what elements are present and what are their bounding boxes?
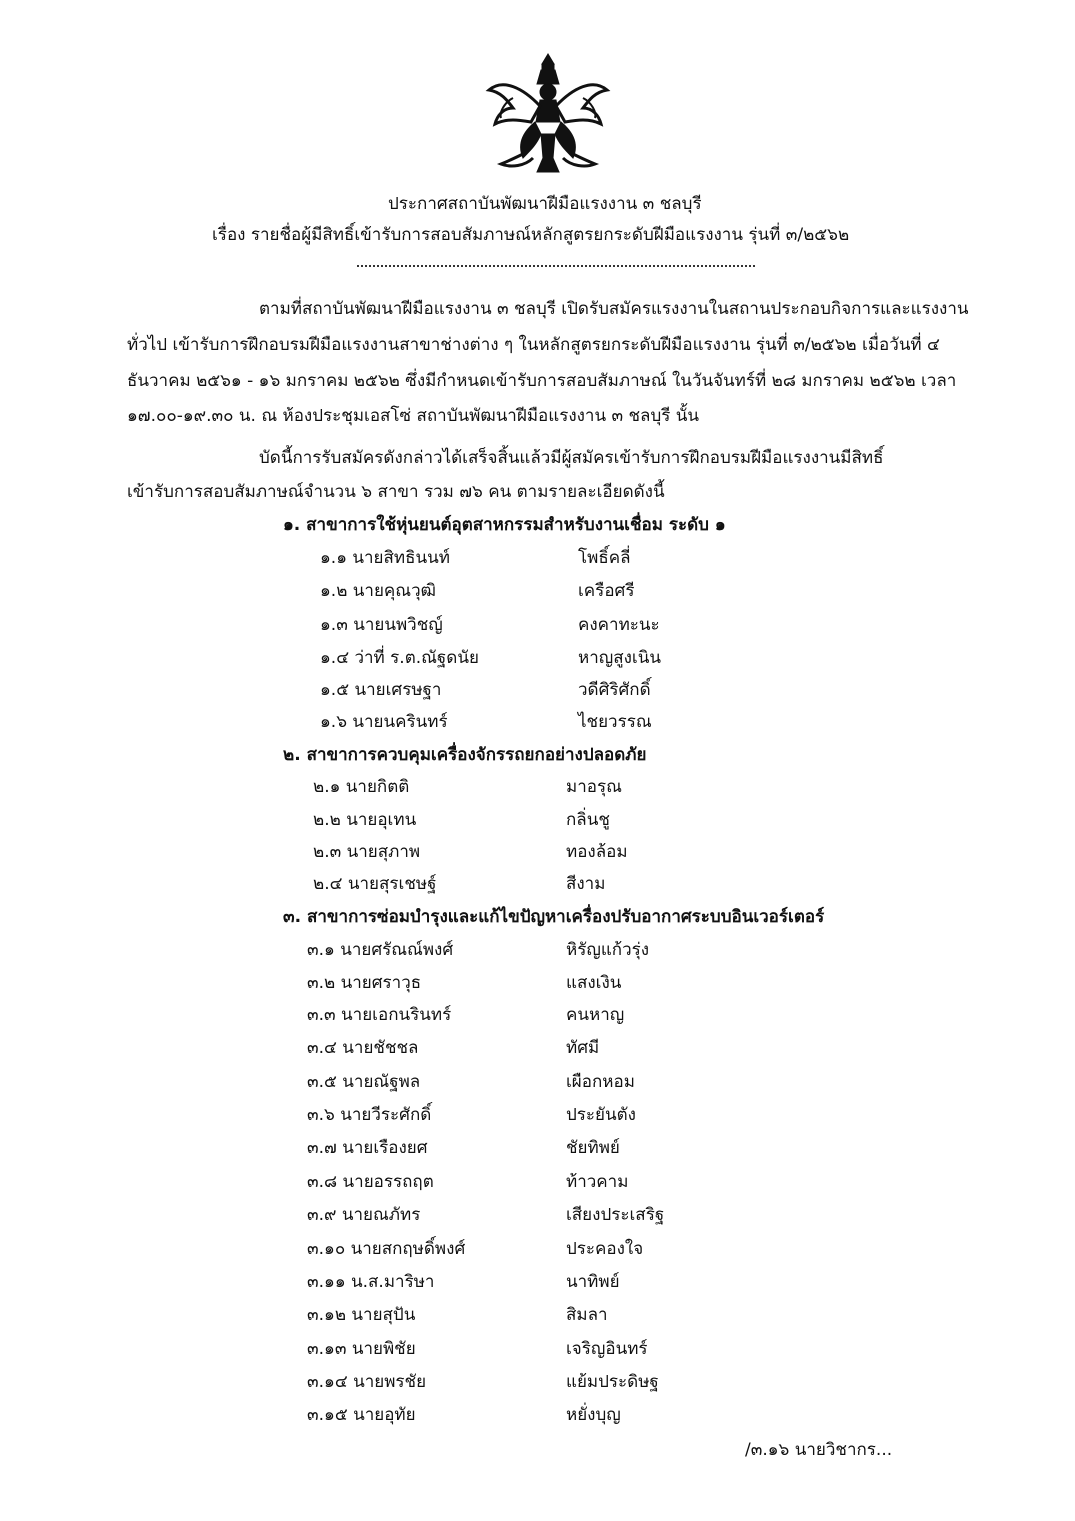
candidate-surname: ชัยทิพย์ [566, 1138, 620, 1158]
candidate-surname: ไชยวรรณ [578, 712, 652, 732]
list-item [566, 773, 622, 800]
candidate-surname: คนหาญ [566, 1005, 625, 1025]
garuda-emblem-icon [483, 48, 613, 178]
list-item [307, 1134, 428, 1161]
list-item [307, 1268, 434, 1295]
list-item [566, 1235, 643, 1262]
list-item [307, 1335, 416, 1362]
candidate-surname: เผือกหอม [566, 1072, 635, 1092]
list-item [566, 838, 628, 865]
candidate-surname: แย้มประดิษฐ [566, 1372, 659, 1392]
candidate-name: ๑.๓ นายนพวิชญ์ [320, 615, 443, 635]
announcement-subject: เรื่อง รายชื่อผู้มีสิทธิ์เข้ารับการสอบสัมภาษณ์หลักสูตรยกระดับฝีมือแรงงาน รุ่นที่ ๓/๒๕๖๒ [212, 225, 850, 245]
candidate-surname: คงคาทะนะ [578, 615, 660, 635]
list-item [313, 773, 409, 800]
candidate-name: ๓.๖ นายวีระศักดิ์ [307, 1105, 432, 1125]
candidate-surname: ประคองใจ [566, 1239, 644, 1259]
section-heading: ๓. สาขาการซ่อมบำรุงและแก้ไขปัญหาเครื่องปรับอากาศระบบอินเวอร์เตอร์ [283, 907, 825, 927]
list-item [566, 1401, 621, 1428]
candidate-name: ๓.๑๒ นายสุปัน [307, 1305, 416, 1325]
list-item [307, 1034, 418, 1061]
section-heading: ๑. สาขาการใช้หุ่นยนต์อุตสาหกรรมสำหรับงานเชื่อม ระดับ ๑ [283, 515, 726, 535]
candidate-name: ๓.๑๕ นายอุทัย [307, 1405, 416, 1425]
candidate-name: ๓.๙ นายณภัทร [307, 1205, 421, 1225]
candidate-name: ๓.๒ นายศราวุธ [307, 973, 422, 993]
candidate-surname: แสงเงิน [566, 973, 622, 993]
candidate-surname: วดีศิริศักดิ์ [578, 680, 651, 700]
candidate-surname: หิรัญแก้วรุ่ง [566, 940, 650, 960]
summary-paragraph-line: บัดนี้การรับสมัครดังกล่าวได้เสร็จสิ้นแล้วมีผู้สมัครเข้ารับการฝึกอบรมฝีมือแรงงานมีสิทธิ์ [259, 448, 884, 468]
candidate-name: ๑.๕ นายเศรษฐา [320, 680, 442, 700]
list-item [566, 1001, 624, 1028]
list-item [307, 1068, 420, 1095]
list-item [566, 1168, 628, 1195]
candidate-surname: ทองล้อม [566, 842, 628, 862]
list-item [307, 1168, 434, 1195]
announcement-title: ประกาศสถาบันพัฒนาฝีมือแรงงาน ๓ ชลบุรี [388, 194, 702, 214]
list-item [307, 1235, 465, 1262]
intro-paragraph-line: ธันวาคม ๒๕๖๑ - ๑๖ มกราคม ๒๕๖๒ ซึ่งมีกำหนดเข้ารับการสอบสัมภาษณ์ ในวันจันทร์ที่ ๒๘ มกราคม ๒๕๖๒ เวลา [127, 371, 957, 391]
candidate-surname: หยั่งบุญ [566, 1405, 621, 1425]
list-item [566, 1368, 659, 1395]
intro-paragraph-line: ๑๗.๐๐-๑๙.๓๐ น. ณ ห้องประชุมเอสโซ่ สถาบันพัฒนาฝีมือแรงงาน ๓ ชลบุรี นั้น [127, 406, 700, 426]
list-item [566, 969, 621, 996]
list-item [307, 1368, 426, 1395]
list-item [578, 644, 661, 671]
list-item [307, 1301, 415, 1328]
candidate-name: ๑.๖ นายนครินทร์ [320, 712, 448, 732]
list-item [307, 936, 453, 963]
candidate-name: ๓.๘ นายอรรถฤต [307, 1172, 434, 1192]
intro-paragraph-line: ตามที่สถาบันพัฒนาฝีมือแรงงาน ๓ ชลบุรี เปิดรับสมัครแรงงานในสถานประกอบกิจการและแรงงาน [259, 299, 969, 319]
list-item [578, 611, 660, 638]
candidate-name: ๒.๔ นายสุรเชษฐ์ [313, 874, 437, 894]
list-item [307, 1001, 451, 1028]
candidate-surname: สีงาม [566, 874, 606, 894]
candidate-name: ๓.๗ นายเรืองยศ [307, 1138, 428, 1158]
list-item [566, 1301, 608, 1328]
candidate-surname: โพธิ์คลี่ [578, 548, 631, 568]
candidate-name: ๑.๒ นายคุณวุฒิ [320, 581, 436, 601]
candidate-name: ๓.๕ นายณัฐพล [307, 1072, 421, 1092]
list-item [566, 936, 649, 963]
candidate-name: ๒.๒ นายอุเทน [313, 810, 417, 830]
list-item [566, 806, 610, 833]
section-heading: ๒. สาขาการควบคุมเครื่องจักรรถยกอย่างปลอดภัย [283, 745, 647, 765]
candidate-name: ๓.๑๑ น.ส.มาริษา [307, 1272, 435, 1292]
list-item [566, 870, 605, 897]
list-item [320, 577, 436, 604]
list-item [320, 676, 441, 703]
candidate-name: ๑.๑ นายสิทธินนท์ [320, 548, 450, 568]
list-item [320, 644, 479, 671]
candidate-name: ๓.๑๓ นายพิชัย [307, 1339, 416, 1359]
candidate-name: ๓.๑ นายศรัณณ์พงศ์ [307, 940, 454, 960]
list-item [578, 544, 631, 571]
candidate-surname: กลิ่นชู [566, 810, 610, 830]
candidate-surname: ทัศมี [566, 1038, 600, 1058]
dotted-divider [357, 265, 755, 267]
list-item [566, 1335, 648, 1362]
summary-paragraph-line: เข้ารับการสอบสัมภาษณ์จำนวน ๖ สาขา รวม ๗๖ คน ตามรายละเอียดดังนี้ [127, 482, 665, 502]
candidate-name: ๓.๑๔ นายพรชัย [307, 1372, 427, 1392]
candidate-surname: สิมลา [566, 1305, 608, 1325]
candidate-name: ๓.๓ นายเอกนรินทร์ [307, 1005, 452, 1025]
list-item [566, 1268, 620, 1295]
candidate-name: ๓.๔ นายชัชชล [307, 1038, 419, 1058]
candidate-surname: หาญสูงเนิน [578, 648, 661, 668]
candidate-name: ๒.๑ นายกิตติ [313, 777, 410, 797]
list-item [313, 838, 420, 865]
list-item [566, 1034, 599, 1061]
list-item [578, 708, 652, 735]
list-item [578, 577, 634, 604]
candidate-surname: ท้าวคาม [566, 1172, 629, 1192]
list-item [566, 1201, 664, 1228]
list-item [313, 870, 436, 897]
list-item [307, 1401, 416, 1428]
candidate-surname: มาอรุณ [566, 777, 622, 797]
list-item [313, 806, 416, 833]
page-continuation: /๓.๑๖ นายวิชากร... [745, 1440, 893, 1460]
candidate-surname: เครือศรี [578, 581, 635, 601]
list-item [320, 544, 450, 571]
list-item [578, 676, 651, 703]
list-item [307, 1201, 420, 1228]
list-item [566, 1134, 620, 1161]
candidate-name: ๒.๓ นายสุภาพ [313, 842, 421, 862]
candidate-name: ๑.๔ ว่าที่ ร.ต.ณัฐดนัย [320, 648, 479, 668]
list-item [320, 611, 443, 638]
list-item [320, 708, 448, 735]
list-item [307, 969, 421, 996]
candidate-surname: ประยันตัง [566, 1105, 636, 1125]
list-item [566, 1068, 635, 1095]
candidate-surname: เจริญอินทร์ [566, 1339, 648, 1359]
candidate-name: ๓.๑๐ นายสกฤษดิ์พงศ์ [307, 1239, 466, 1259]
list-item [307, 1101, 431, 1128]
intro-paragraph-line: ทั่วไป เข้ารับการฝึกอบรมฝีมือแรงงานสาขาช่างต่าง ๆ ในหลักสูตรยกระดับฝีมือแรงงาน รุ่นที่ ๓/๒๕๖๒ เมื่อวันที่ ๔ [127, 335, 940, 355]
candidate-surname: นาทิพย์ [566, 1272, 620, 1292]
list-item [566, 1101, 636, 1128]
candidate-surname: เสียงประเสริฐ [566, 1205, 665, 1225]
